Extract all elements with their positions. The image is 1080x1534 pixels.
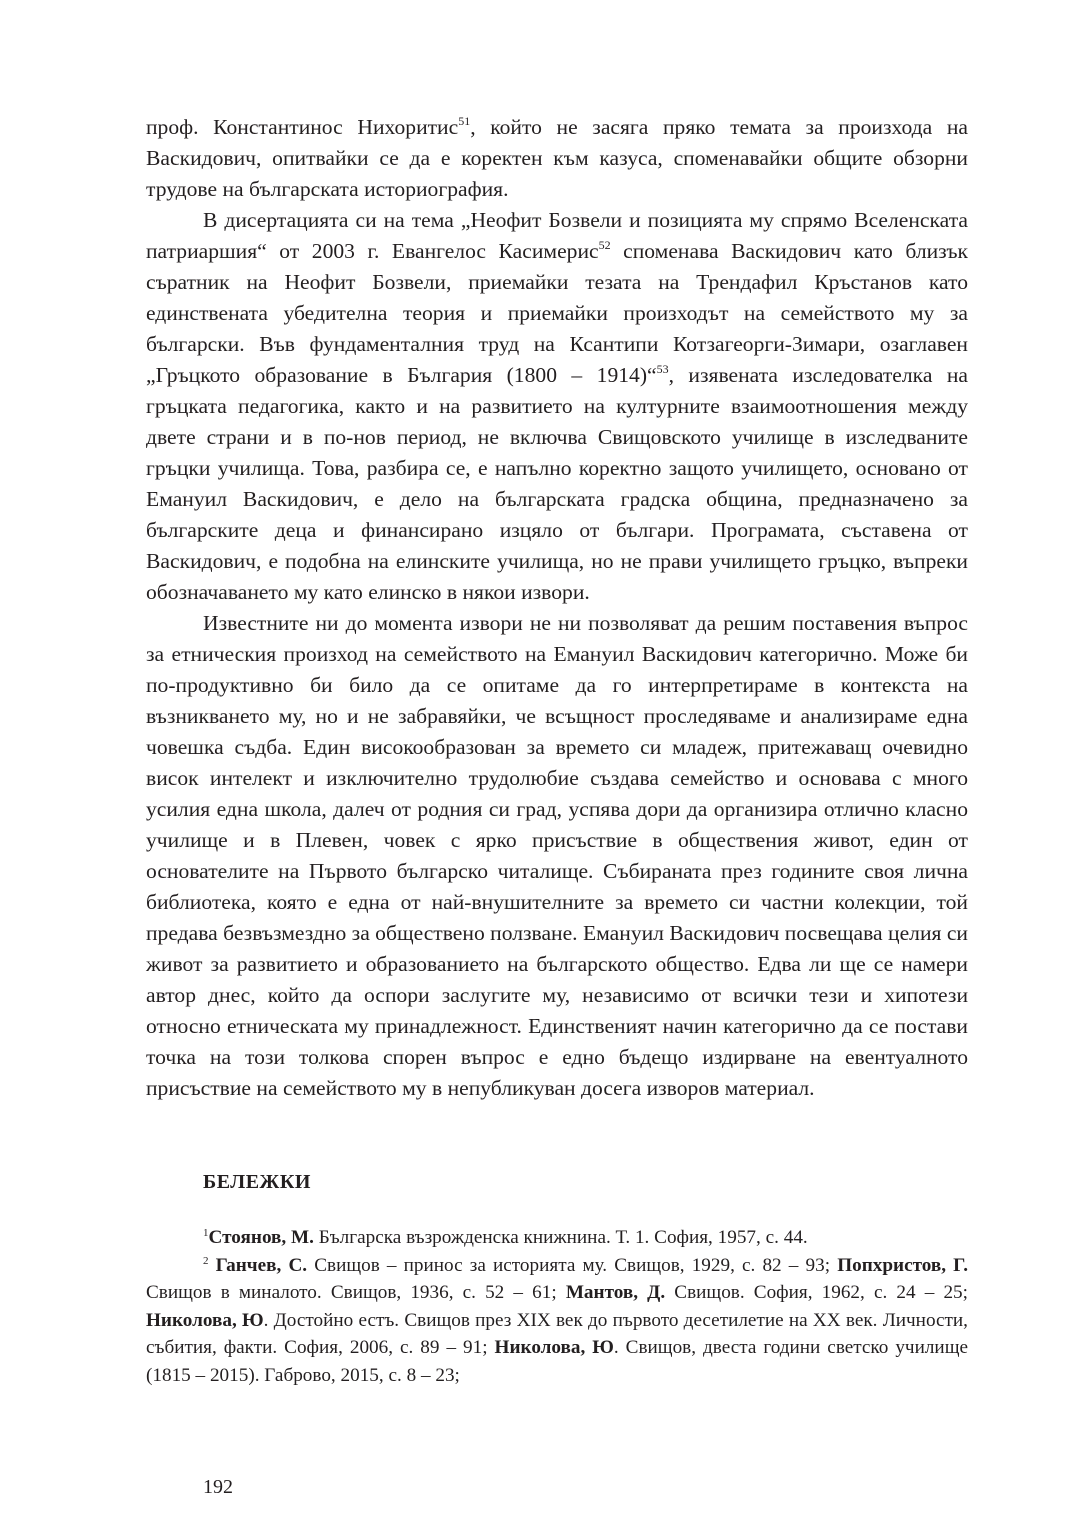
author-name: Попхристов, Г. (837, 1254, 969, 1276)
text-run: Свищов – принос за историята му. Свищов, 1929, с. 82 – 93; (307, 1254, 838, 1276)
footnote-marker: 2 (203, 1254, 209, 1267)
footnote-marker: 51 (458, 114, 471, 128)
text-run: Свищов. София, 1962, с. 24 – 25; (665, 1282, 968, 1303)
text-run (209, 1255, 216, 1276)
text-run: В дисертацията си на тема „Неофит Бозвели и позицията му спрямо Вселенската патриаршия“ от 2003 г. Евангелос Касимерис (146, 208, 968, 263)
footnote-marker: 1 (203, 1227, 209, 1239)
text-run: споменава Васкидович като близък съратник на Неофит Бозвели, приемайки тезата на Трендафил Кръстанов като единствената убедителна теория и приемайки произходът на семейството му за български. Във фундаменталния труд на Ксантипи Котзагеорги-Зимари, озаглавен „Гръцкото образование в България (1800 – 1914)“ (146, 239, 968, 387)
footnotes (146, 1224, 968, 1389)
text-run: , който не засяга пряко темата за произхода на Васкидович, опитвайки се да е коректен към казуса, споменавайки общите обзорни трудове на българската историография. (146, 115, 968, 201)
text-run: Свищов в миналото. Свищов, 1936, с. 52 – 61; (146, 1282, 566, 1303)
author-name: Ганчев, С. (215, 1254, 308, 1276)
text-run: . Достойно естъ. Свищов през XIX век до първото десетилетие на XX век. Личности, събития, факти. София, 2006, с. 89 – 91; (146, 1309, 968, 1358)
footnote-marker: 53 (656, 362, 669, 376)
footnote (146, 1224, 968, 1252)
page-number: 192 (203, 1476, 233, 1498)
body-text (146, 112, 968, 1104)
footnote (146, 1252, 968, 1390)
footnote-marker: 52 (598, 238, 611, 252)
paragraph (146, 608, 968, 1104)
author-name: Николова, Ю (146, 1309, 264, 1331)
notes-heading: БЕЛЕЖКИ (203, 1171, 311, 1193)
text-run: . Свищов, двеста години светско училище (1815 – 2015). Габрово, 2015, с. 8 – 23; (146, 1337, 968, 1386)
text-run: проф. Константинос Нихоритис (146, 115, 459, 139)
text-run: Известните ни до момента извори не ни позволяват да решим поставения въпрос за етническия произход на семейството на Емануил Васкидович категорично. Може би по-продуктивно би било да се опитаме да го интерпретираме в контекста на възникването му, но и не забравяйки, че всъщност проследяваме и анализираме една човешка съдба. Един високообразован за времето си младеж, притежаващ очевидно висок интелект и изключително трудолюбие създава семейство и основава с много усилия една школа, далеч от родния си град, успява дори да организира отлично класно училище и в Плевен, човек с ярко присъствие в обществения живот, един от основателите на Първото българско читалище. Събираната през годините своя лична библиотека, която е една от най-внушителните за времето си частни колекции, той предава безвъзмездно за обществено ползване. Емануил Васкидович посвещава целия си живот за развитието и образованието на българското общество. Едва ли ще се намери автор днес, който да оспори заслугите му, независимо от всички тези и хипотези относно етническата му принадлежност. Единственият начин категорично да се постави точка на този толкова спорен въпрос е едно бъдещо издирване на евентуалното присъствие на семейството му в непубликуван досега изворов материал. (146, 611, 968, 1100)
paragraph (146, 112, 968, 205)
author-name: Стоянов, М. (208, 1227, 314, 1248)
author-name: Мантов, Д. (565, 1282, 666, 1303)
paragraph (146, 205, 968, 608)
text-run: Българска възрожденска книжнина. Т. 1. София, 1957, с. 44. (313, 1227, 808, 1248)
text-run: , изявената изследователка на гръцката педагогика, както и на развитието на културните взаимоотношения между двете страни и в по-нов период, не включва Свищовското училище в изследваните гръцки училища. Това, разбира се, е напълно коректно защото училището, основано от Емануил Васкидович, е дело на българската градска община, предназначено за българските деца и финансирано изцяло от българи. Програмата, съставена от Васкидович, е подобна на елинските училища, но не прави училището гръцко, въпреки обозначаването му като елинско в някои извори. (146, 363, 968, 604)
author-name: Николова, Ю (494, 1337, 614, 1358)
